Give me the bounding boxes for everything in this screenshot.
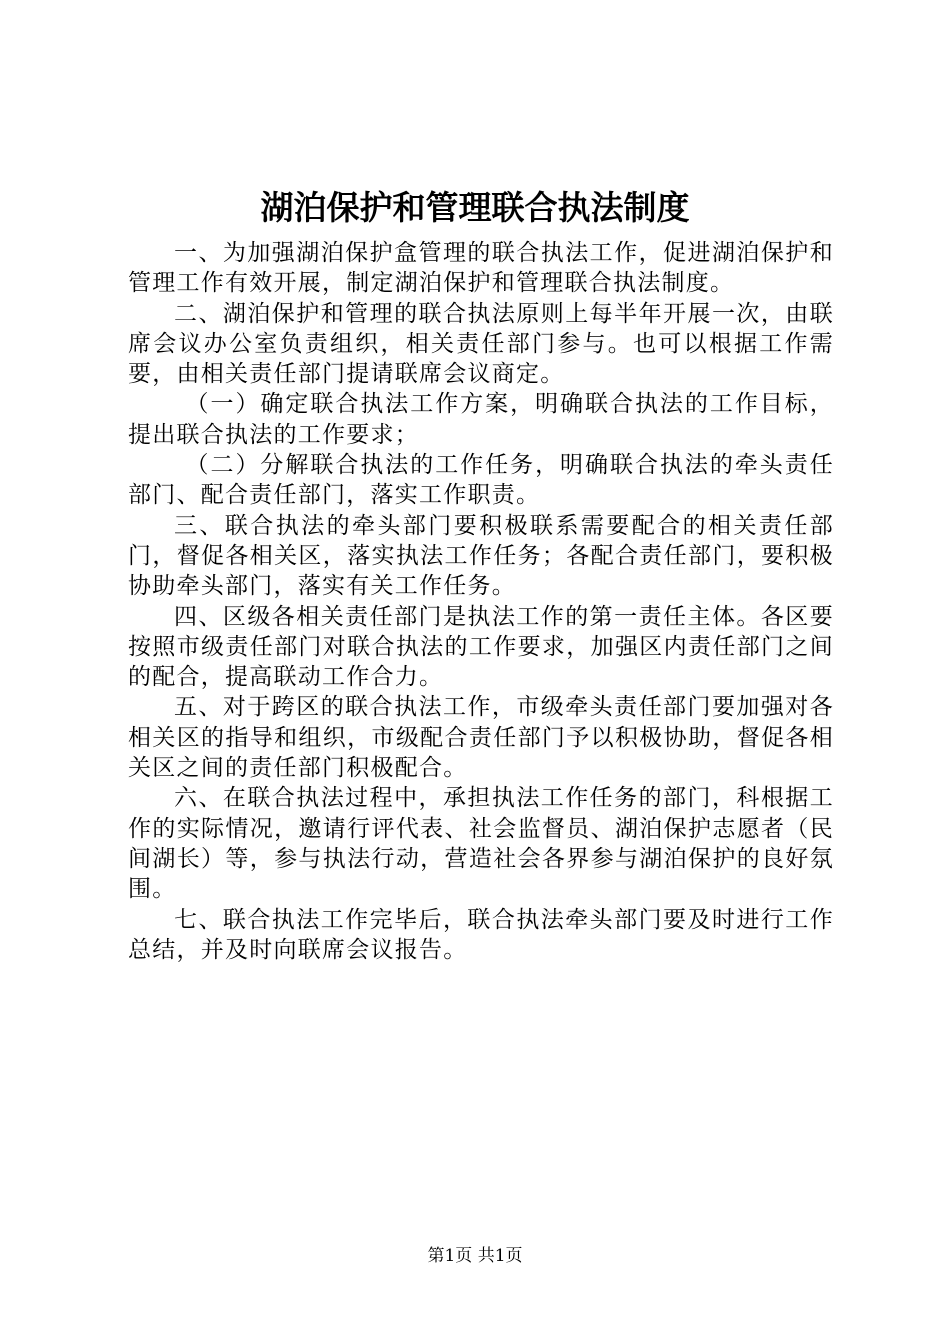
paragraph-2: 二、湖泊保护和管理的联合执法原则上每半年开展一次，由联席会议办公室负责组织，相关责任部门参与。也可以根据工作需要，由相关责任部门提请联席会议商定。 [128,300,834,388]
page-footer: 第1页 共1页 [427,1246,523,1266]
paragraph-2-item-2: （二）分解联合执法的工作任务，明确联合执法的牵头责任部门、配合责任部门，落实工作职责。 [128,452,834,509]
paragraph-5: 五、对于跨区的联合执法工作，市级牵头责任部门要加强对各相关区的指导和组织，市级配合责任部门予以积极协助，督促各相关区之间的责任部门积极配合。 [128,694,834,782]
paragraph-6: 六、在联合执法过程中，承担执法工作任务的部门，科根据工作的实际情况，邀请行评代表、社会监督员、湖泊保护志愿者（民间湖长）等，参与执法行动，营造社会各界参与湖泊保护的良好氛围。 [128,785,834,903]
paragraph-3: 三、联合执法的牵头部门要积极联系需要配合的相关责任部门，督促各相关区，落实执法工作任务；各配合责任部门，要积极协助牵头部门，落实有关工作任务。 [128,512,834,600]
paragraph-1: 一、为加强湖泊保护盒管理的联合执法工作，促进湖泊保护和管理工作有效开展，制定湖泊保护和管理联合执法制度。 [128,240,834,297]
paragraph-2-item-1: （一）确定联合执法工作方案，明确联合执法的工作目标，提出联合执法的工作要求； [128,391,834,448]
document-body [128,238,834,965]
paragraph-4: 四、区级各相关责任部门是执法工作的第一责任主体。各区要按照市级责任部门对联合执法的工作要求，加强区内责任部门之间的配合，提高联动工作合力。 [128,603,834,691]
document-title: 湖泊保护和管理联合执法制度 [260,188,690,227]
paragraph-7: 七、联合执法工作完毕后，联合执法牵头部门要及时进行工作总结，并及时向联席会议报告。 [128,906,834,963]
